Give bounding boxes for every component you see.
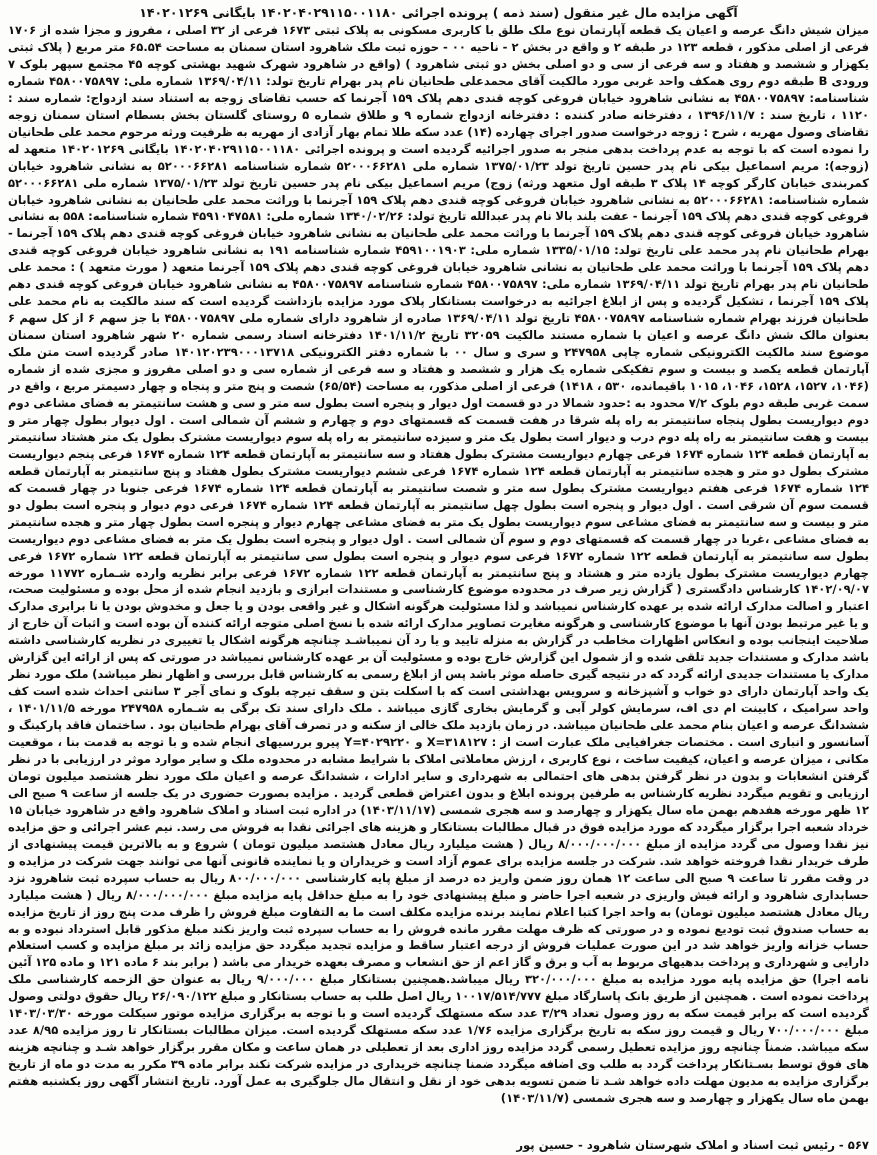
notice-body [8, 22, 869, 1136]
notice-signature: ۵۶۷ - رئیس ثبت اسناد و املاک شهرستان شاهرود - حسین پور [516, 1138, 869, 1152]
notice-body-paragraph: میزان شیش دانگ عرصه و اعیان یک قطعه آپارتمان نوع ملک طلق با کاربری مسکونی به پلاک ثبتی ۱۶۷۳ فرعی از ۳۲ اصلی ، مفروز و مجزا شده از ۱۷۰۶ فرعی از اصلی مذکور ، قطعه ۱۲۳ در طبقه ۲ و واقع در بخش ۲ - ناحیه ۰۰ - حوزه ثبت ملک شاهرود استان سمنان به مساحت ۶۵.۵۴ متر مربع ( پلاک ثبتی یکهزار و ششصد و هفتاد و سه فرعی از سی و دو اصلی بخش دو ثبتی شاهرود ) (واقع در شاهرود شهرک شهید بهشتی کوچه ۴۵ مجتمع سپهر بلوک ۷ ورودی B طبقه دوم روی همکف واحد غربی مورد مالکیت آقای محمدعلی طحانیان نام پدر بهرام تاریخ تولد: ۱۳۶۹/۰۴/۱۱ شماره ملی: ۴۵۸۰۰۷۵۸۹۷ شماره شناسنامه: ۴۵۸۰۰۷۵۸۹۷ به نشانی شاهرود خیابان فروغی کوچه قندی دهم پلاک ۱۵۹ آجرنما که حسب تقاضای زوجه به استناد سند ازدواج: شماره سند : ۱۱۲۰ ، تاریخ سند : ۱۳۹۶/۱۱/۷ ، دفترخانه صادر کننده : دفترخانه ازدواج شماره ۹ و طلاق شماره ۵ روستای گلستان بخش بسطام استان سمنان زوجه تقاضای وصول مهریه ، شرح : زوجه درخواست صدور اجرای چهارده (۱۴) عدد سکه طلا تمام بهار آزادی از مهریه به ظرفیت ورثه مرحوم محمد علی طحانیان را نموده است که با توجه به عدم پرداخت بدهی منجر به صدور اجرائیه گردیده است و پرونده اجرائی ۱۴۰۲۰۴۰۲۹۱۱۵۰۰۱۱۸۰ بایگانی ۱۴۰۲۰۱۲۶۹ متعهد له (زوجه): مریم اسماعیل بیکی نام پدر حسین تاریخ تولد ۱۳۷۵/۰۱/۲۳ شماره ملی ۵۲۰۰۰۶۶۲۸۱ شماره شناسنامه ۵۲۰۰۰۶۶۲۸۱ به نشانی شاهرود خیابان کمربندی خیابان کارگر کوچه ۱۴ پلاک ۳ طبقه اول متعهد ورثه) زوج) مریم اسماعیل بیکی نام پدر حسین تاریخ تولد ۱۳۷۵/۰۱/۲۳ شماره ملی ۵۲۰۰۰۶۶۲۸۱ شماره شناسنامه: ۵۲۰۰۰۶۶۲۸۱ به نشانی شاهرود خیابان فروغی کوچه قندی دهم پلاک ۱۵۹ آجرنما با وراثت محمد علی طحانیان به نشانی شاهرود خیابان فروغی کوچه قندی دهم پلاک ۱۵۹ آجرنما - عفت بلند بالا نام پدر عبدالله تاریخ تولد: ۱۳۴۰/۰۲/۲۶ شماره ملی: ۴۵۹۱۰۴۷۵۸۱ شماره شناسنامه: ۵۵۸ به نشانی شاهرود خیابان فروغی کوچه قندی دهم پلاک ۱۵۹ آجرنما با وراثت محمد علی طحانیان به نشانی شاهرود خیابان فروغی کوچه قندی دهم پلاک ۱۵۹ آجرنما - بهرام طحانیان نام پدر محمد علی تاریخ تولد: ۱۳۳۵/۰۱/۱۵ شماره ملی: ۴۵۹۱۰۰۱۹۰۳ شماره شناسنامه ۱۹۱ به نشانی شاهرود خیابان فروغی کوچه قندی دهم پلاک ۱۵۹ آجرنما با وراثت محمد علی طحانیان به نشانی شاهرود خیابان فروغی کوچه قندی دهم پلاک ۱۵۹ آجرنما متعهد ( مورث متعهد ) : محمد علی طحانیان نام پدر بهرام تاریخ تولد ۱۳۶۹/۰۴/۱۱ شماره ملی: ۴۵۸۰۰۷۵۸۹۷ شماره شناسنامه ۴۵۸۰۰۷۵۸۹۷ به نشانی شاهرود خیابان فروغی کوچه قندی دهم پلاک ۱۵۹ آجرنما ، تشکیل گردیده و پس از ابلاغ اجرائیه به درخواست بستانکار پلاک مورد مزایده بازداشت گردیده است که سند مالکیت به نام محمد علی طحانیان فرزند بهرام شماره شناسنامه ۴۵۸۰۰۷۵۸۹۷ تاریخ تولد ۱۳۶۹/۰۴/۱۱ صادره از شاهرود دارای شماره ملی ۴۵۸۰۰۷۵۸۹۷ با جز سهم ۶ از کل سهم ۶ بعنوان مالک شش دانگ عرصه و اعیان با شماره مستند مالکیت ۳۲۰۵۹ تاریخ ۱۴۰۱/۱۱/۲ دفترخانه اسناد رسمی شماره ۲۰ شهر شاهرود استان سمنان موضوع سند مالکیت الکترونیکی شماره چاپی ۲۴۷۹۵۸ و سری و سال ۰۰ با شماره دفتر الکترونیکی ۱۴۰۱۲۰۲۳۹۰۰۰۱۳۷۱۸ صادر گردیده است متن ملک آپارتمان قطعه یکصد و بیست و سوم تفکیکی شماره یک هزار و ششصد و هفتاد و سه فرعی از شماره سی و دو اصلی مفروز و مجزی شده از شماره (۱۰۴۶، ۱۵۲۷، ۱۵۲۸، ۱۰۴۶، ۱۰۱۵ باقیمانده، ۵۳۰ ، ۱۴۱۸) فرعی از اصلی مذکور، به مساحت (۶۵/۵۴) شصت و پنج متر و پنجاه و چهار دسیمتر مربع ، واقع در سمت غربی طبقه دوم بلوک ۷/۲ محدود به :حدود شمالا در دو قسمت اول دیوار و پنجره است بطول سه متر و سی و هشت سانتیمتر به فضای مشاعی دوم دوم دیواریست بطول پنجاه سانتیمتر به راه پله شرقا در هفت قسمت که قسمتهای دوم و چهارم و ششم آن شمالی است . اول دیوار بطول چهار متر و بیست و هفت سانتیمتر به راه پله دوم درب و دیوار است بطول یک متر و سیزده سانتیمتر به راه پله سوم دیواریست مشترک بطول یک متر هشتاد سانتیمتر به آپارتمان قطعه ۱۲۴ شماره ۱۶۷۴ فرعی چهارم دیواریست مشترک بطول هفتاد و سه سانتیمتر به آپارتمان قطعه ۱۲۴ شماره ۱۶۷۴ فرعی پنجم دیواریست مشترک بطول دو متر و هجده سانتیمتر به آپارتمان قطعه ۱۲۴ شماره ۱۶۷۴ فرعی ششم دیواریست مشترک بطول هفتاد و پنج سانتیمتر به آپارتمان قطعه ۱۲۴ شماره ۱۶۷۴ فرعی هفتم دیواریست مشترک بطول سه متر و شصت سانتیمتر به آپارتمان قطعه ۱۲۴ شماره ۱۶۷۴ فرعی جنوبا در چهار قسمت که قسمت سوم آن شرقی است . اول دیوار و پنجره است بطول چهل سانتیمتر به آپارتمان قطعه ۱۲۴ شماره ۱۶۷۴ فرعی دوم دیوار و پنجره است بطول دو متر و بیست و سه سانتیمتر به فضای مشاعی سوم دیواریست بطول یک متر به فضای مشاعی چهارم دیوار و پنجره است بطول چهار متر و هجده سانتیمتر به فضای مشاعی ،غربا در چهار قسمت که قسمتهای دوم و سوم آن شمالی است . اول دیوار و پنجره است بطول یک متر به فضای مشاعی دوم دیواریست بطول سه سانتیمتر به آپارتمان قطعه ۱۲۲ شماره ۱۶۷۲ فرعی سوم دیوار و پنجره است بطول سی سانتیمتر به آپارتمان قطعه ۱۲۲ شماره ۱۶۷۲ فرعی چهارم دیواریست مشترک بطول یازده متر و هشتاد و پنج سانتیمتر به آپارتمان قطعه ۱۲۲ شماره ۱۶۷۲ فرعی برابر نظریه وارده شـماره ۱۱۷۷۲ مورخه ۱۴۰۲/۰۹/۰۷ کارشناس دادگستری ( گزارش زیر صرف در محدوده موضوع کارشناسی و مستندات ابرازی و بازدید انجام شده از محل بوده و مسئولیت صحت، اعتبار و اصالت مدارک ارائه شده بر عهده کارشناس نمیباشد و لذا مسئولیت هرگونه اشکال و غیر واقعی بودن و یا جعل و مخدوش بودن یا نا برابری مدارک و یا غیر مرتبط بودن آنها با موضوع کارشناسی و هرگونه مغایرت تصاویر مدارک ارائه شده با نسخ اصلی متوجه ارائه کننده آن بوده است و اثبات آن خارج از صلاحیت اینجانب بوده و انعکاس اظهارات مخاطب در گزارش به منزله تایید و یا رد آن نمیباشـد چنانچه هرگونه اشکال یا تغییری در نظریه کارشناسی داشته باشد مدارک و مستندات جدید تلقی شده و از شمول این گزارش خارج بوده و مسئولیت آن بر عهده کارشناس نمیباشد در صورتی که پس از ارائه این گزارش مدارک یا مستندات جدیدی ارائه گردد که در نتیجه گیری حاصله موثر باشد پس از ابلاغ رسمی به کارشناس قابل بررسی و اظهار نظر میباشد) ملک مورد نظر یک واحد آپارتمان دارای دو خواب و آشپزخانه و سرویس بهداشتی است که با اسکلت بتن و سقف تیرچه بلوک و نمای آجر ۳ سانتی احداث شده است کف واحد سرامیک ، کابینت ام دی اف، سرمایش کولر آبی و گرمایش بخاری گازی میباشد . ملک دارای سند تک برگی به شـماره ۲۴۷۹۵۸ مورخه ۱۴۰۱/۱۱/۵ ، ششدانگ عرصه و اعیان بنام محمد علی طحانیان میباشد. در زمان بازدید ملک خالی از سکنه و در تصرف آقای بهرام طحانیان بود . ساختمان فاقد پارکینگ و آسانسور و انباری است . مختصات جغرافیایی ملک عبارت است از : X=۳۱۸۱۲۷ و Y=۴۰۲۹۲۲۰ پیرو بررسیهای انجام شده و با توجه به قدمت بنا ، موقعیت مکانی ، میزان عرصه و اعیان، کیفیت ساخت ، نوع کاربری ، ارزش معاملاتی املاک با شرایط مشابه در محدوده ملک و سایر موارد موثر در ارزیابی با در نظر گرفتن انشعابات و بدون در نظر گرفتن بدهی های احتمالی به شهرداری و سایر ادارات ، ششدانگ عرصه و اعیان ملک مورد نظر هشتصد میلیون تومان ارزیابی و تقویم میگردد نظریه کارشناس به طرفین پرونده ابلاغ و بدون اعتراض قطعی گردید . مزایده بصورت حضوری در یک جلسه از ساعت ۹ صبح الی ۱۲ ظهر مورخه هفدهم بهمن ماه سال یکهزار و چهارصد و سه هجری شمسی (۱۴۰۳/۱۱/۱۷) در اداره ثبت اسناد و املاک شاهرود واقع در شاهرود خیابان ۱۵ خرداد شعبه اجرا برگزار میگردد که مورد مزایده فوق در قبال مطالبات بستانکار و هزینه های اجرائی نقدا به فروش می رسد. نیم عشر اجرائی و حق مزایده نیز نقدا وصول می گردد مزایده از مبلغ ۸/۰۰۰/۰۰۰/۰۰۰ ریال ( هشت میلیارد ریال معادل هشتصد میلیون تومان ) شروع و به بالاترین قیمت پیشنهادی از طرف خریدار نقدا فروخته خواهد شد. شرکت در جلسه مزایده برای عموم آزاد است و خریداران و یا نماینده قانونی آنها می توانند جهت شرکت در مزایده و در وقت مقرر تا ساعت ۹ صبح الی ساعت ۱۲ همان روز ضمن واریز ده درصد از مبلغ پایه کارشناسی ۸۰۰/۰۰۰/۰۰۰ ریال به حساب سپرده ثبت شاهرود نزد حسابداری شاهرود و ارائه فیش واریزی در شعبه اجرا حاضر و مبلغ پیشنهادی خود را به مبلغ حداقل پایه مزایده مبلغ ۸/۰۰۰/۰۰۰/۰۰۰ ریال ( هشت میلیارد ریال معادل هشتصد میلیون تومان) به واحد اجرا کتبا اعلام نمایند برنده مزایده مکلف است ما به التفاوت مبلغ فروش را ظرف مدت پنج روز از تاریخ مزایده به حساب صندوق ثبت تودیع نموده و در صورتی که ظرف مهلت مقرر مانده فروش را به حساب سپرده ثبت واریز نکند مبلغ مذکور قابل استرداد نبوده و به حساب خزانه واریز خواهد شد در این صورت عملیات فروش از درجه اعتبار ساقط و مزایده تجدید میگردد حق مزایده زائد بر مبلغ مزایده و کسب استعلام دارایی و شهرداری و پرداخت بدهیهای مربوط به آب و برق و گاز اعم از حق انشعاب و مصرف بعهده خریدار می باشد ( برابر بند ۶ ماده ۱۲۱ و ماده ۱۲۵ آئین نامه اجرا) حق مزایده پایه مورد مزایده به مبلغ ۳۲۰/۰۰۰/۰۰۰ ریال میباشد.همچنین بستانکار مبلغ ۹/۰۰۰/۰۰۰ ریال به عنوان حق الزحمه کارشناسی ملک پرداخت نموده است . همچنین از طریق بانک پاسارگاد مبلغ ۱۰۰۱۷/۵۱۴/۷۷۷ ریال اصل طلب به حساب بستانکار و مبلغ ۲۶/۰۹۰/۱۲۲ ریال حقوق دولتی وصول گردیده است که برابر قیمت سکه به روز وصول تعداد ۳/۲۹ عدد سکه مستهلک گردیده است و با توجه به برگزاری مزایده موتور سیکلت مورخه ۱۴۰۳/۰۳/۳۰ مبلغ ۷۰۰/۰۰۰/۰۰۰ ریال و قیمت روز سکه به تاریخ برگزاری مزایده ۱/۷۶ عدد سکه مستهلک گردیده است. میزان مطالبات بستانکار تا روز مزایده ۸/۹۵ عدد سکه میباشد. ضمناً چنانچه روز مزایده تعطیل رسمی گردد مزایده روز اداری بعد از تعطیلی در همان ساعت و مکان مقرر برگزار خواهد شـد و چنانچه هزینه های فوق توسط بسـتانکار پرداخت گردد به طلب وی اضافه میگردد ضمنا چنانچه خریداری در مزایده شرکت نکند برابر ماده ۳۹ مکرر به مدت دو ماه از تاریخ برگزاری مزایده به مدیون مهلت داده خواهد شـد تا ضمن تسویه بدهی خود از نقل و انتقال مال جلوگیری به عمل آورد. تاریخ انتشار آگهی روز یکشنبه هفتم بهمن ماه سال یکهزار و چهارصد و سه هجری شمسی (۱۴۰۳/۱۱/۷) [8, 23, 869, 1106]
notice-title: آگهی مزایده مال غیر منقول (سند ذمه ) پرونده اجرائی ۱۴۰۲۰۴۰۲۹۱۱۵۰۰۱۱۸۰ بایگانی ۱۴۰۲۰۱۲۶۹ [139, 5, 738, 20]
